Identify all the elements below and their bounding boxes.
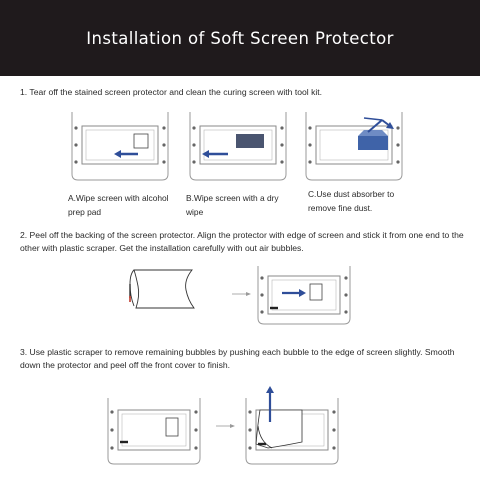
step-1-caption-a: A.Wipe screen with alcohol prep pad [68, 193, 169, 217]
step-2-text: 2. Peel off the backing of the screen protector. Align the protector with edge of screen and stick it from one end to the other with plastic scraper. Get the installation carefully with out air bubbles. [20, 230, 464, 253]
step-1-caption-b: B.Wipe screen with a dry wipe [186, 193, 279, 217]
step-1-text: 1. Tear off the stained screen protector and clean the curing screen with tool kit. [20, 87, 323, 97]
step-3-text: 3. Use plastic scraper to remove remaining bubbles by pushing each bubble to the edge of screen slightly. Smooth down the protector and peel off the front cover to finish. [20, 347, 455, 370]
step-1-illustration-a [68, 112, 172, 182]
step-1-caption-c: C.Use dust absorber to remove fine dust. [308, 189, 395, 213]
step-3-flow-arrow [216, 422, 236, 430]
step-3-device-illustration [104, 398, 204, 466]
page-title: Installation of Soft Screen Protector [86, 28, 394, 48]
step-3-finish-illustration [242, 382, 342, 466]
step-2-device-illustration [254, 266, 354, 326]
step-1-illustration-c [302, 112, 406, 182]
step-2-protector-illustration [126, 266, 202, 312]
step-2-flow-arrow [232, 290, 252, 298]
step-1-illustration-b [186, 112, 290, 182]
page-header [0, 0, 480, 76]
